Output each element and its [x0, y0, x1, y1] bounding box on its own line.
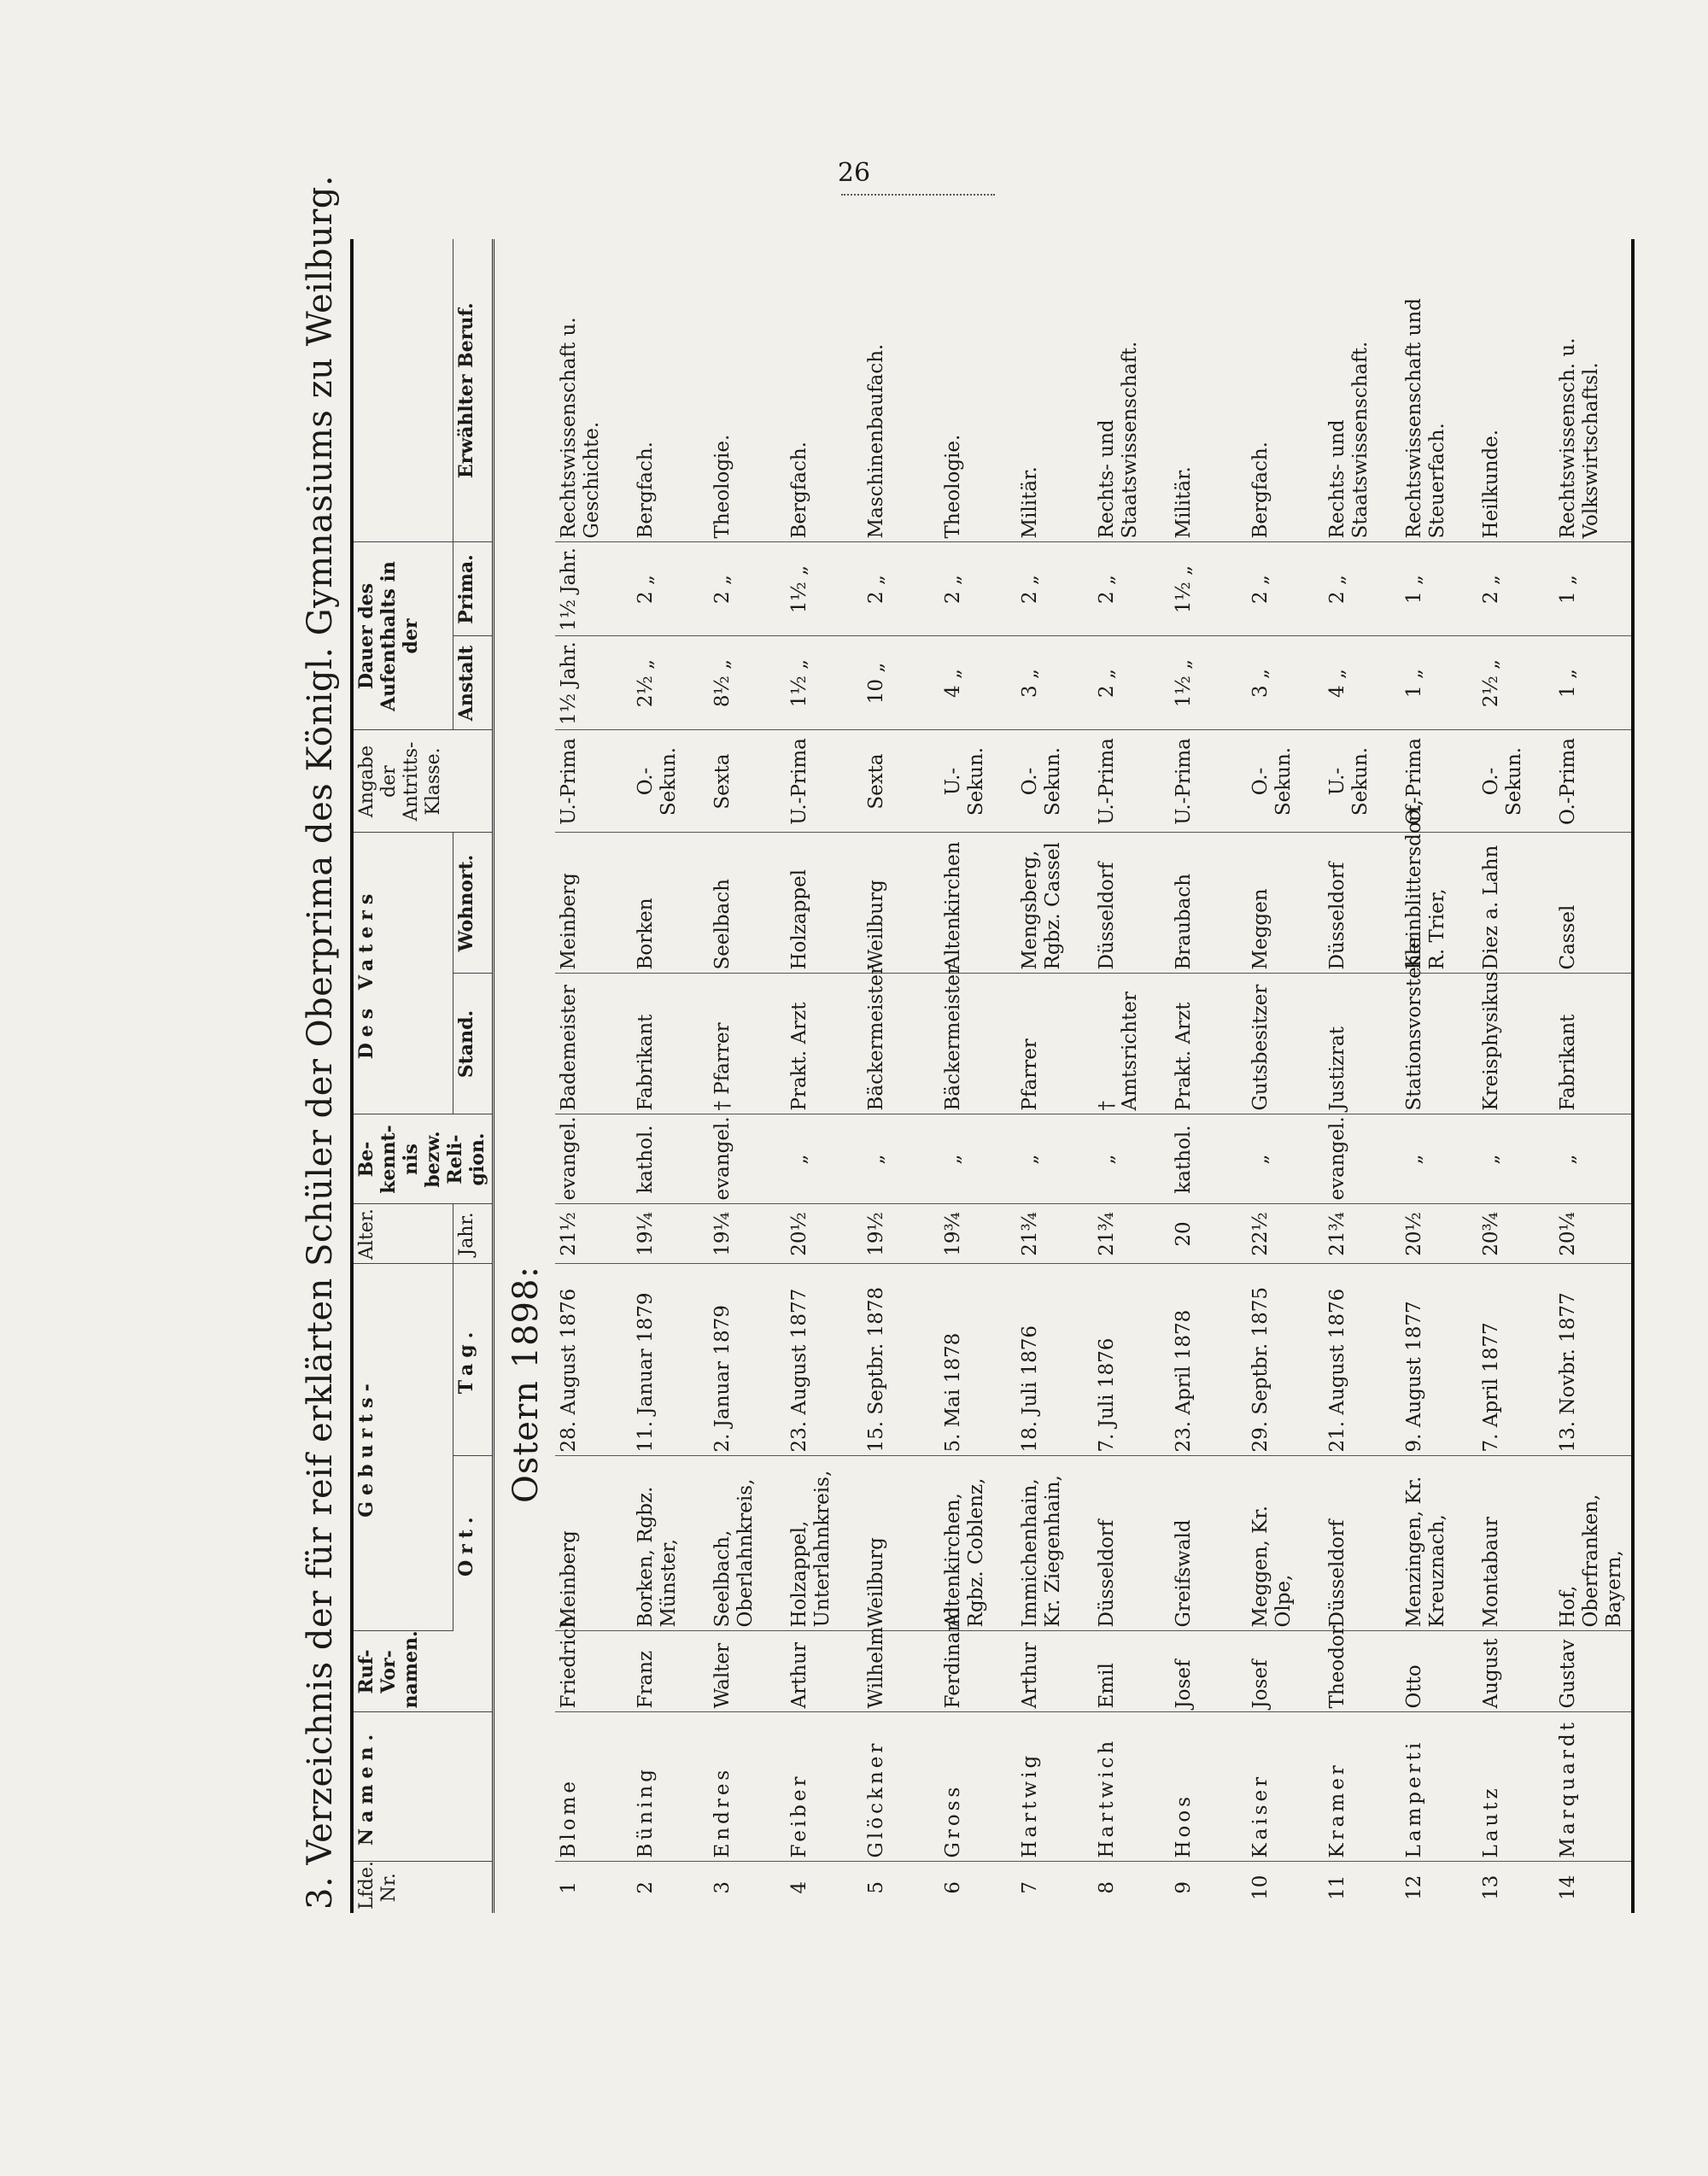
stay-prima: 1½ Jahr.: [555, 542, 632, 636]
header-stand: Stand.: [453, 974, 494, 1114]
chosen-profession: Theologie.: [709, 239, 786, 542]
father-occupation: Prakt. Arzt: [1170, 974, 1247, 1114]
student-firstname: Walter: [709, 1631, 786, 1712]
student-nr: 7: [1018, 1881, 1041, 1894]
student-age: 19¼: [709, 1204, 786, 1264]
student-nr: 4: [787, 1881, 810, 1894]
student-nr: 11: [1325, 1875, 1348, 1900]
student-surname: Hartwich: [1093, 1712, 1170, 1862]
birth-place: Hof, Oberfranken, Bayern,: [1554, 1456, 1633, 1631]
student-religion: „: [1401, 1114, 1477, 1204]
chosen-profession: Rechtswissenschaft und Steuerfach.: [1401, 239, 1477, 542]
entry-class: O.-Sekun.: [1247, 730, 1324, 833]
student-nr: 5: [864, 1881, 887, 1894]
birth-date: 9. August 1877: [1401, 1264, 1477, 1456]
stay-school: 1 „: [1401, 636, 1477, 730]
student-religion: „: [1554, 1114, 1633, 1204]
stay-prima: 2 „: [939, 542, 1016, 636]
stay-school: 2½ „: [1477, 636, 1554, 730]
father-occupation: † Amtsrichter: [1093, 974, 1170, 1114]
student-age: 21¾: [1093, 1204, 1170, 1264]
stay-prima: 2 „: [1093, 542, 1170, 636]
student-age: 19½: [863, 1204, 939, 1264]
student-religion: evangel.: [709, 1114, 786, 1204]
header-anstalt: Anstalt: [453, 636, 494, 730]
birth-date: 7. Juli 1876: [1093, 1264, 1170, 1456]
birth-date: 23. August 1877: [786, 1264, 863, 1456]
student-age: 21½: [555, 1204, 632, 1264]
birth-place: Meggen, Kr. Olpe,: [1247, 1456, 1324, 1631]
birth-date: 15. Septbr. 1878: [863, 1264, 939, 1456]
student-religion: evangel.: [555, 1114, 632, 1204]
student-religion: „: [1016, 1114, 1093, 1204]
birth-date: 7. April 1877: [1477, 1264, 1554, 1456]
student-firstname: Theodor: [1324, 1631, 1401, 1712]
table-row: [1093, 239, 1170, 1913]
entry-class: U.-Prima: [1093, 730, 1170, 833]
student-age: 20: [1170, 1204, 1247, 1264]
header-rufname: Ruf-Vor-namen.: [352, 1631, 493, 1712]
student-religion: evangel.: [1324, 1114, 1401, 1204]
header-beruf-top: [352, 239, 453, 542]
student-firstname: Arthur: [1016, 1631, 1093, 1712]
student-nr: 2: [634, 1881, 657, 1894]
rotated-table-container: [290, 174, 1626, 1913]
birth-date: 13. Novbr. 1877: [1554, 1264, 1633, 1456]
student-surname: Endres: [709, 1712, 786, 1862]
stay-prima: 1 „: [1554, 542, 1633, 636]
stay-prima: 2 „: [1247, 542, 1324, 636]
student-nr: 14: [1556, 1875, 1579, 1900]
student-surname: Kramer: [1324, 1712, 1401, 1862]
document-title: 3. Verzeichnis der für reif erklärten Schüler der Oberprima des Königl. Gymnasiums zu Weilburg.: [301, 174, 340, 1910]
student-firstname: Otto: [1401, 1631, 1477, 1712]
father-residence: Mengsberg, Rgbz. Cassel: [1016, 833, 1093, 974]
birth-date: 23. April 1878: [1170, 1264, 1247, 1456]
page-number: 26: [0, 158, 1708, 188]
entry-class: Sexta: [709, 730, 786, 833]
student-religion: „: [1247, 1114, 1324, 1204]
student-nr: 9: [1172, 1881, 1195, 1894]
student-religion: „: [1093, 1114, 1170, 1204]
stay-school: 1½ Jahr.: [555, 636, 632, 730]
table-row: [632, 239, 709, 1913]
father-occupation: Pfarrer: [1016, 974, 1093, 1114]
table-row: [939, 239, 1016, 1913]
father-residence: Holzappel: [786, 833, 863, 974]
entry-class: U.-Sekun.: [939, 730, 1016, 833]
birth-date: 21. August 1876: [1324, 1264, 1401, 1456]
stay-school: 10 „: [863, 636, 939, 730]
table-row: [1247, 239, 1324, 1913]
student-religion: „: [786, 1114, 863, 1204]
chosen-profession: Theologie.: [939, 239, 1016, 542]
section-heading: Ostern 1898:: [506, 1266, 546, 1503]
student-firstname: Arthur: [786, 1631, 863, 1712]
student-surname: Blome: [555, 1712, 632, 1862]
student-surname: Lautz: [1477, 1712, 1554, 1862]
student-nr: 6: [941, 1881, 964, 1894]
student-surname: Büning: [632, 1712, 709, 1862]
table-row: [786, 239, 863, 1913]
student-age: 22½: [1247, 1204, 1324, 1264]
chosen-profession: Bergfach.: [1247, 239, 1324, 542]
chosen-profession: Militär.: [1170, 239, 1247, 542]
stay-prima: 2 „: [1324, 542, 1401, 636]
birth-place: Weilburg: [863, 1456, 939, 1631]
header-name: Namen.: [352, 1712, 493, 1862]
stay-school: 4 „: [939, 636, 1016, 730]
birth-place: Greifswald: [1170, 1456, 1247, 1631]
stay-school: 4 „: [1324, 636, 1401, 730]
chosen-profession: Heilkunde.: [1477, 239, 1554, 542]
student-religion: „: [939, 1114, 1016, 1204]
header-geburt: Geburts-: [352, 1264, 453, 1631]
father-occupation: Fabrikant: [632, 974, 709, 1114]
student-firstname: Franz: [632, 1631, 709, 1712]
header-ort: Ort.: [453, 1456, 494, 1631]
header-alter: Alter.: [352, 1204, 453, 1264]
father-occupation: Bademeister: [555, 974, 632, 1114]
father-residence: Düsseldorf: [1324, 833, 1401, 974]
stay-school: 8½ „: [709, 636, 786, 730]
header-alter-unit: Jahr.: [453, 1204, 494, 1264]
father-occupation: Stationsvorsteher: [1401, 974, 1477, 1114]
birth-date: 11. Januar 1879: [632, 1264, 709, 1456]
student-nr: 12: [1402, 1875, 1425, 1900]
father-occupation: Gutsbesitzer: [1247, 974, 1324, 1114]
chosen-profession: Bergfach.: [632, 239, 709, 542]
header-klasse: Angabe der Antritts-Klasse.: [352, 730, 493, 833]
birth-date: 2. Januar 1879: [709, 1264, 786, 1456]
student-religion: kathol.: [1170, 1114, 1247, 1204]
chosen-profession: Rechtswissensch. u. Volkswirtschaftsl.: [1554, 239, 1633, 542]
stay-school: 1 „: [1554, 636, 1633, 730]
stay-prima: 1 „: [1401, 542, 1477, 636]
student-firstname: Emil: [1093, 1631, 1170, 1712]
entry-class: U.-Sekun.: [1324, 730, 1401, 833]
table-row: [555, 239, 632, 1913]
stay-prima: 2 „: [709, 542, 786, 636]
student-religion: kathol.: [632, 1114, 709, 1204]
student-nr: 8: [1095, 1881, 1118, 1894]
chosen-profession: Maschinenbaufach.: [863, 239, 939, 542]
stay-prima: 2 „: [863, 542, 939, 636]
header-dauer: Dauer des Aufenthalts in der: [352, 542, 453, 730]
table-row: [1554, 239, 1633, 1913]
header-prima: Prima.: [453, 542, 494, 636]
father-occupation: † Pfarrer: [709, 974, 786, 1114]
birth-date: 5. Mai 1878: [939, 1264, 1016, 1456]
father-occupation: Kreisphysikus: [1477, 974, 1554, 1114]
table-row: [1016, 239, 1093, 1913]
student-firstname: Wilhelm: [863, 1631, 939, 1712]
stay-school: 3 „: [1247, 636, 1324, 730]
chosen-profession: Militär.: [1016, 239, 1093, 542]
birth-place: Meinberg: [555, 1456, 632, 1631]
birth-place: Borken, Rgbz. Münster,: [632, 1456, 709, 1631]
header-wohnort: Wohnort.: [453, 833, 494, 974]
student-nr: 13: [1479, 1875, 1502, 1900]
stay-prima: 2 „: [1477, 542, 1554, 636]
header-tag: Tag.: [453, 1264, 494, 1456]
stay-school: 1½ „: [1170, 636, 1247, 730]
chosen-profession: Rechts- und Staatswissenschaft.: [1324, 239, 1401, 542]
student-nr: 10: [1249, 1875, 1272, 1900]
student-religion: „: [1477, 1114, 1554, 1204]
entry-class: U.-Prima: [555, 730, 632, 833]
student-surname: Hartwig: [1016, 1712, 1093, 1862]
student-firstname: Ferdinand: [939, 1631, 1016, 1712]
student-firstname: August: [1477, 1631, 1554, 1712]
stay-school: 1½ „: [786, 636, 863, 730]
father-occupation: Fabrikant: [1554, 974, 1633, 1114]
birth-place: Montabaur: [1477, 1456, 1554, 1631]
entry-class: O.-Prima: [1554, 730, 1633, 833]
father-residence: Seelbach: [709, 833, 786, 974]
table-row: [1324, 239, 1401, 1913]
student-firstname: Friedrich: [555, 1631, 632, 1712]
header-beruf: Erwählter Beruf.: [453, 239, 494, 542]
birth-date: 28. August 1876: [555, 1264, 632, 1456]
graduates-table: [350, 239, 1635, 1913]
father-residence: Cassel: [1554, 833, 1633, 974]
student-age: 20½: [1401, 1204, 1477, 1264]
student-surname: Glöckner: [863, 1712, 939, 1862]
father-occupation: Bäckermeister: [939, 974, 1016, 1114]
father-residence: Diez a. Lahn: [1477, 833, 1554, 974]
student-age: 19¼: [632, 1204, 709, 1264]
father-occupation: Prakt. Arzt: [786, 974, 863, 1114]
stay-prima: 2 „: [632, 542, 709, 636]
student-nr: 1: [557, 1881, 580, 1894]
table-row: [1477, 239, 1554, 1913]
stay-prima: 1½ „: [1170, 542, 1247, 636]
chosen-profession: Rechtswissenschaft u. Geschichte.: [555, 239, 632, 542]
birth-date: 29. Septbr. 1875: [1247, 1264, 1324, 1456]
father-residence: Braubach: [1170, 833, 1247, 974]
entry-class: O.-Sekun.: [1016, 730, 1093, 833]
entry-class: O.-Prima: [1401, 730, 1477, 833]
student-nr: 3: [711, 1881, 734, 1894]
birth-place: Immichenhain, Kr. Ziegenhain,: [1016, 1456, 1093, 1631]
father-occupation: Bäckermeister: [863, 974, 939, 1114]
father-residence: Weilburg: [863, 833, 939, 974]
table-row: [1170, 239, 1247, 1913]
entry-class: O.-Sekun.: [632, 730, 709, 833]
student-surname: Marquardt: [1554, 1712, 1633, 1862]
student-surname: Feiber: [786, 1712, 863, 1862]
father-residence: Düsseldorf: [1093, 833, 1170, 974]
father-residence: Altenkirchen: [939, 833, 1016, 974]
entry-class: Sexta: [863, 730, 939, 833]
birth-place: Altenkirchen, Rgbz. Coblenz,: [939, 1456, 1016, 1631]
student-age: 20¼: [1554, 1204, 1633, 1264]
chosen-profession: Rechts- und Staatswissenschaft.: [1093, 239, 1170, 542]
table-row: [863, 239, 939, 1913]
student-age: 20½: [786, 1204, 863, 1264]
student-surname: Gross: [939, 1712, 1016, 1862]
header-nr: Lfde. Nr.: [352, 1862, 493, 1913]
student-religion: „: [863, 1114, 939, 1204]
student-age: 21¾: [1016, 1204, 1093, 1264]
student-firstname: Josef: [1170, 1631, 1247, 1712]
table-row: [709, 239, 786, 1913]
entry-class: O.-Sekun.: [1477, 730, 1554, 833]
stay-school: 3 „: [1016, 636, 1093, 730]
father-residence: Borken: [632, 833, 709, 974]
student-surname: Hoos: [1170, 1712, 1247, 1862]
stay-prima: 1½ „: [786, 542, 863, 636]
father-residence: Meggen: [1247, 833, 1324, 974]
table-row: [1401, 239, 1477, 1913]
father-residence: Meinberg: [555, 833, 632, 974]
birth-place: Düsseldorf: [1093, 1456, 1170, 1631]
header-vater: Des Vaters: [352, 833, 453, 1114]
student-age: 21¾: [1324, 1204, 1401, 1264]
header-religion: Be-kennt-nis bezw. Reli-gion.: [352, 1114, 493, 1204]
entry-class: U.-Prima: [1170, 730, 1247, 833]
stay-prima: 2 „: [1016, 542, 1093, 636]
student-firstname: Gustav: [1554, 1631, 1633, 1712]
father-occupation: Justizrat: [1324, 974, 1401, 1114]
student-surname: Kaiser: [1247, 1712, 1324, 1862]
birth-place: Seelbach, Oberlahnkreis,: [709, 1456, 786, 1631]
father-residence: Kleinblittersdorf, R. Trier,: [1401, 833, 1477, 974]
student-firstname: Josef: [1247, 1631, 1324, 1712]
stay-school: 2½ „: [632, 636, 709, 730]
student-age: 19¾: [939, 1204, 1016, 1264]
birth-place: Düsseldorf: [1324, 1456, 1401, 1631]
entry-class: U.-Prima: [786, 730, 863, 833]
birth-place: Menzingen, Kr. Kreuznach,: [1401, 1456, 1477, 1631]
student-age: 20¾: [1477, 1204, 1554, 1264]
chosen-profession: Bergfach.: [786, 239, 863, 542]
birth-date: 18. Juli 1876: [1016, 1264, 1093, 1456]
student-surname: Lamperti: [1401, 1712, 1477, 1862]
birth-place: Holzappel, Unterlahnkreis,: [786, 1456, 863, 1631]
stay-school: 2 „: [1093, 636, 1170, 730]
